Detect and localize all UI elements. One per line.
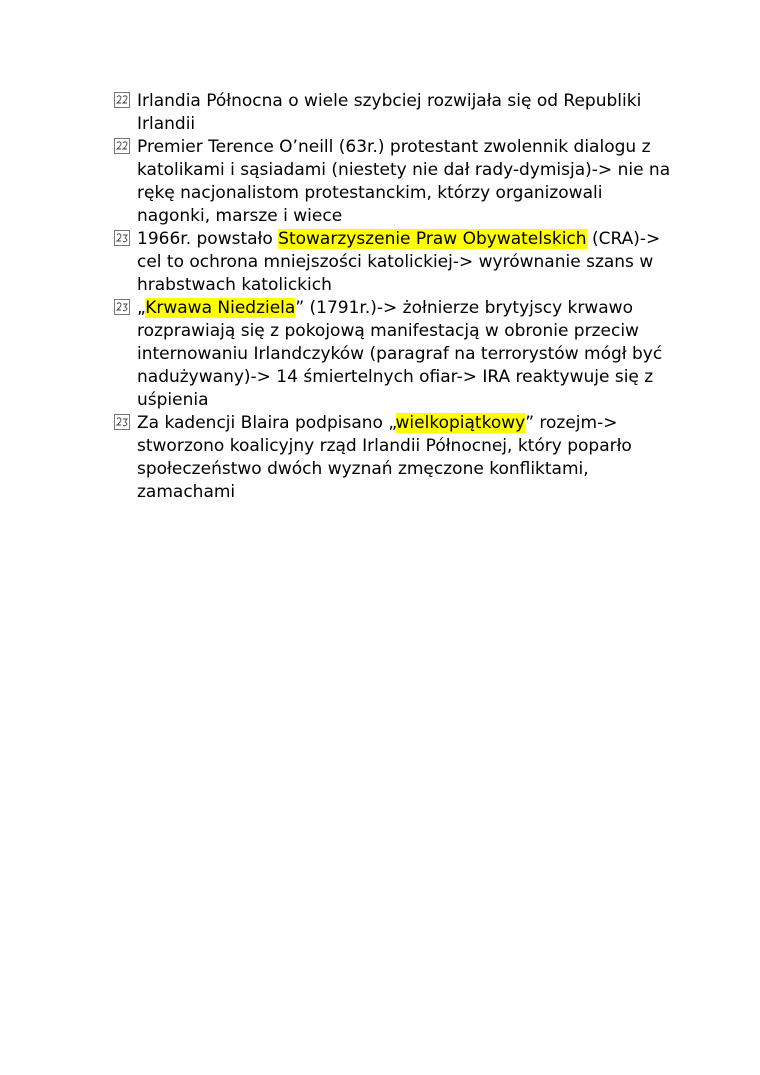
wingdings-bullet-glyph-icon xyxy=(114,92,130,108)
bullet-text-after: (CRA)-> cel to ochrona mniejszości katolickiej-> wyrównanie szans w hrabstwach katolickich xyxy=(137,229,661,295)
wingdings-bullet-glyph-icon xyxy=(114,299,130,315)
bullet-text-before: 1966r. powstało xyxy=(137,229,279,249)
bullet-text: Premier Terence O’neill (63r.) protestant zwolennik dialogu z katolikami i sąsiadami (niestety nie dał rady-dymisja)-> nie na rękę nacjonalistom protestanckim, którzy organizowali nagonki, marsze i wiece xyxy=(137,137,671,226)
wingdings-bullet-glyph-icon xyxy=(114,138,130,154)
bullet-text-before: „ xyxy=(137,298,146,318)
highlighted-term: Stowarzyszenie Praw Obywatelskich xyxy=(278,229,587,249)
bullet-item-2 xyxy=(114,136,674,228)
bullet-text-before: Za kadencji Blaira podpisano „ xyxy=(137,413,396,433)
highlighted-term: Krwawa Niedziela xyxy=(145,298,296,318)
wingdings-bullet-glyph-icon xyxy=(114,414,130,430)
bullet-item-1 xyxy=(114,90,674,136)
bullet-item-5 xyxy=(114,412,674,504)
bullet-text: Irlandia Północna o wiele szybciej rozwijała się od Republiki Irlandii xyxy=(137,91,642,134)
wingdings-bullet-glyph-icon xyxy=(114,230,130,246)
bullet-text-after: ” (1791r.)-> żołnierze brytyjscy krwawo rozprawiają się z pokojową manifestacją w obronie przeciw internowaniu Irlandczyków (paragraf na terrorystów mógł być nadużywany)-> 14 śmiertelnych ofiar-> IRA reaktywuje się z uśpienia xyxy=(137,298,663,410)
bullet-item-3 xyxy=(114,228,674,297)
bullet-list xyxy=(114,90,674,504)
bullet-text-after: ” rozejm-> stworzono koalicyjny rząd Irlandii Północnej, który poparło społeczeństwo dwóch wyznań zmęczone konfliktami, zamachami xyxy=(137,413,632,502)
bullet-item-4 xyxy=(114,297,674,412)
highlighted-term: wielkopiątkowy xyxy=(395,413,526,433)
